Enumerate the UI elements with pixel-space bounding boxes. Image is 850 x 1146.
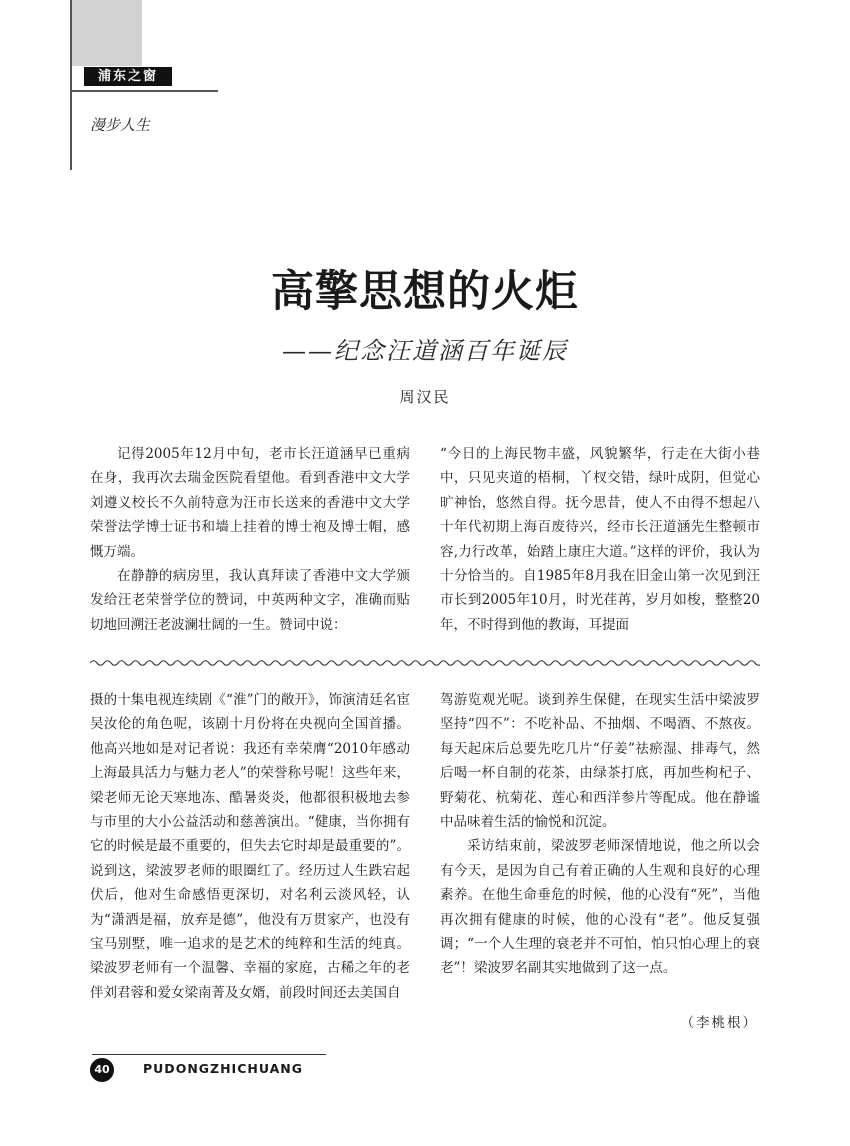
footer-rule [92, 1054, 326, 1055]
column-bottom-left [90, 688, 410, 1005]
wavy-divider [90, 657, 760, 669]
magazine-name: PUDONGZHICHUANG [143, 1061, 304, 1076]
article-author: 周汉民 [399, 388, 451, 406]
paragraph: 在静静的病房里，我认真拜读了香港中文大学颁发给汪老荣誉学位的赞词，中英两种文字，准确而贴切地回溯汪老波澜壮阔的一生。赞词中说： [90, 568, 410, 633]
paragraph: 记得2005年12月中旬，老市长汪道涵早已重病在身，我再次去瑞金医院看望他。看到香港中文大学刘遵义校长不久前特意为汪市长送来的香港中文大学荣誉法学博士证书和墙上挂着的博士袍及博士帽，感慨万端。 [90, 446, 410, 560]
header-horizontal-rule [70, 90, 218, 92]
paragraph: “今日的上海民物丰盛，风貌繁华，行走在大街小巷中，只见夹道的梧桐，丫杈交错，绿叶成阴，但觉心旷神怡，悠然自得。抚今思昔，使人不由得不想起八十年代初期上海百废待兴，经市长汪道涵先生整顿市容,力行改革，始踏上康庄大道。”这样的评价，我认为十分恰当的。自1985年8月我在旧金山第一次见到汪市长到2005年10月，时光荏苒，岁月如梭，整整20年，不时得到他的教诲，耳提面 [440, 446, 760, 633]
column-bottom-right [440, 688, 760, 981]
header-vertical-rule [70, 0, 72, 170]
magazine-logo: 浦东之窗 [84, 67, 172, 86]
article-title: 高擎思想的火炬 [271, 267, 579, 317]
reporter-signature: （李桃根） [680, 1015, 758, 1031]
page-number: 40 [90, 1058, 114, 1082]
column-top-left [90, 442, 410, 637]
paragraph: 驾游览观光呢。谈到养生保健，在现实生活中梁波罗坚持“四不”：不吃补品、不抽烟、不喝酒、不熬夜。每天起床后总要先吃几片“仔姜”祛瘀湿、排毒气，然后喝一杯自制的花茶，由绿茶打底，再加些枸杞子、野菊花、杭菊花、莲心和西洋参片等配成。他在静谧中品味着生活的愉悦和沉淀。 [440, 692, 760, 831]
paragraph: 采访结束前，梁波罗老师深情地说，他之所以会有今天，是因为自己有着正确的人生观和良好的心理素养。在他生命垂危的时候，他的心没有“死”，当他再次拥有健康的时候，他的心没有“老”。他反复强调；“一个人生理的衰老并不可怕，怕只怕心理上的衰老”！梁波罗名副其实地做到了这一点。 [440, 838, 760, 977]
header-gray-block [72, 0, 142, 66]
article-subtitle: ——纪念汪道涵百年诞辰 [282, 337, 568, 365]
paragraph: 摄的十集电视连续剧《“淮”门的敞开》，饰演清廷名宦吴汝伦的角色呢，该剧十月份将在央视向全国首播。他高兴地如是对记者说：我还有幸荣膺“2010年感动上海最具活力与魅力老人”的荣誉称号呢！这些年来，梁老师无论天寒地冻、酷暑炎炎，他都很积极地去参与市里的大小公益活动和慈善演出。“健康，当你拥有它的时候是最不重要的，但失去它时却是最重要的”。说到这，梁波罗老师的眼圈红了。经历过人生跌宕起伏后，他对生命感悟更深切，对名利云淡风轻，认为“潇洒是福，放弃是德”，他没有万贯家产，也没有宝马别墅，唯一追求的是艺术的纯粹和生活的纯真。梁波罗老师有一个温馨、幸福的家庭，古稀之年的老伴刘君蓉和爱女梁南菁及女婿，前段时间还去美国自 [90, 692, 410, 1001]
column-top-right [440, 442, 760, 637]
section-label: 漫步人生 [90, 116, 151, 134]
